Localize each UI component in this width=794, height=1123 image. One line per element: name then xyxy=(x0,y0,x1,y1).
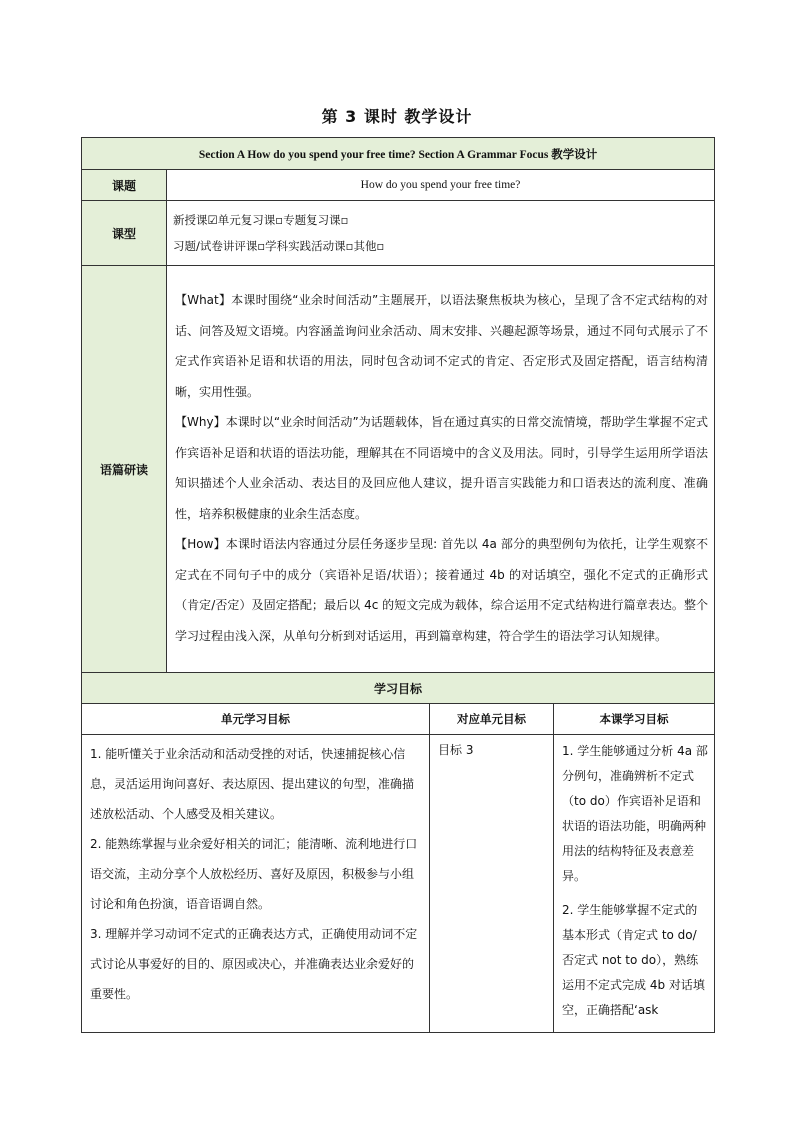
mapped-goal-cell: 目标 3 xyxy=(430,735,554,1033)
lesson-plan-table xyxy=(81,137,715,1033)
analysis-why: 【Why】本课时以“业余时间活动”为话题载体，旨在通过真实的日常交流情境，帮助学生掌握不定式作宾语补足语和状语的语法功能，理解其在不同语境中的含义及用法。同时，引导学生运用所学语法知识描述个人业余活动、表达目的及回应他人建议，提升语言实践能力和口语表达的流利度、准确性，培养积极健康的业余生活态度。 xyxy=(175,415,709,521)
unit-goal-item: 1. 能听懂关于业余活动和活动受挫的对话，快速捕捉核心信息，灵活运用询问喜好、表达原因、提出建议的句型，准确描述放松活动、个人感受及相关建议。 xyxy=(90,747,415,821)
unit-goals-cell xyxy=(82,735,430,1033)
lesson-type-label: 课型 xyxy=(82,201,167,266)
lesson-type-options xyxy=(167,201,715,266)
lesson-goal-item: 1. 学生能够通过分析 4a 部分例句，准确辨析不定式（to do）作宾语补足语和状语的语法功能，明确两种用法的结构特征及表意差异。 xyxy=(562,744,708,883)
mapped-goal-header: 对应单元目标 xyxy=(430,704,554,735)
text-analysis-label: 语篇研读 xyxy=(82,266,167,673)
learning-goals-title: 学习目标 xyxy=(82,673,715,704)
unit-goal-item: 2. 能熟练掌握与业余爱好相关的词汇；能清晰、流利地进行口语交流，主动分享个人放松经历、喜好及原因，积极参与小组讨论和角色扮演，语音语调自然。 xyxy=(90,837,418,911)
analysis-what: 【What】本课时围绕“业余时间活动”主题展开，以语法聚焦板块为核心，呈现了含不定式结构的对话、问答及短文语境。内容涵盖询问业余活动、周末安排、兴趣起源等场景，通过不同句式展示了不定式作宾语补足语和状语的用法，同时包含动词不定式的肯定、否定形式及固定搭配，语言结构清晰，实用性强。 xyxy=(175,293,709,399)
text-analysis-content xyxy=(167,266,715,673)
page-title: 第 3 课时 教学设计 xyxy=(321,107,473,126)
lesson-goals-cell xyxy=(554,735,715,1033)
unit-goal-item: 3. 理解并学习动词不定式的正确表达方式，正确使用动词不定式讨论从事爱好的目的、原因或决心，并准确表达业余爱好的重要性。 xyxy=(90,927,418,1001)
unit-goals-header: 单元学习目标 xyxy=(82,704,430,735)
lesson-type-line-2: 习题/试卷讲评课▫学科实践活动课▫其他▫ xyxy=(173,239,385,253)
lesson-goals-header: 本课学习目标 xyxy=(554,704,715,735)
lesson-type-line-1: 新授课☑单元复习课▫专题复习课▫ xyxy=(173,213,349,227)
topic-label: 课题 xyxy=(82,170,167,201)
analysis-how: 【How】本课时语法内容通过分层任务逐步呈现: 首先以 4a 部分的典型例句为依托，让学生观察不定式在不同句子中的成分（宾语补足语/状语）；接着通过 4b 的对话填空，强化不定式的正确形式（肯定/否定）及固定搭配；最后以 4c 的短文完成为载体，综合运用不定式结构进行篇章表达。整个学习过程由浅入深，从单句分析到对话运用，再到篇章构建，符合学生的语法学习认知规律。 xyxy=(175,537,709,643)
topic-value: How do you spend your free time? xyxy=(167,170,715,201)
section-title: Section A How do you spend your free time? Section A Grammar Focus 教学设计 xyxy=(82,138,715,170)
lesson-goal-item: 2. 学生能够掌握不定式的基本形式（肯定式 to do/否定式 not to do），熟练运用不定式完成 4b 对话填空，正确搭配‘ask xyxy=(562,903,705,1017)
